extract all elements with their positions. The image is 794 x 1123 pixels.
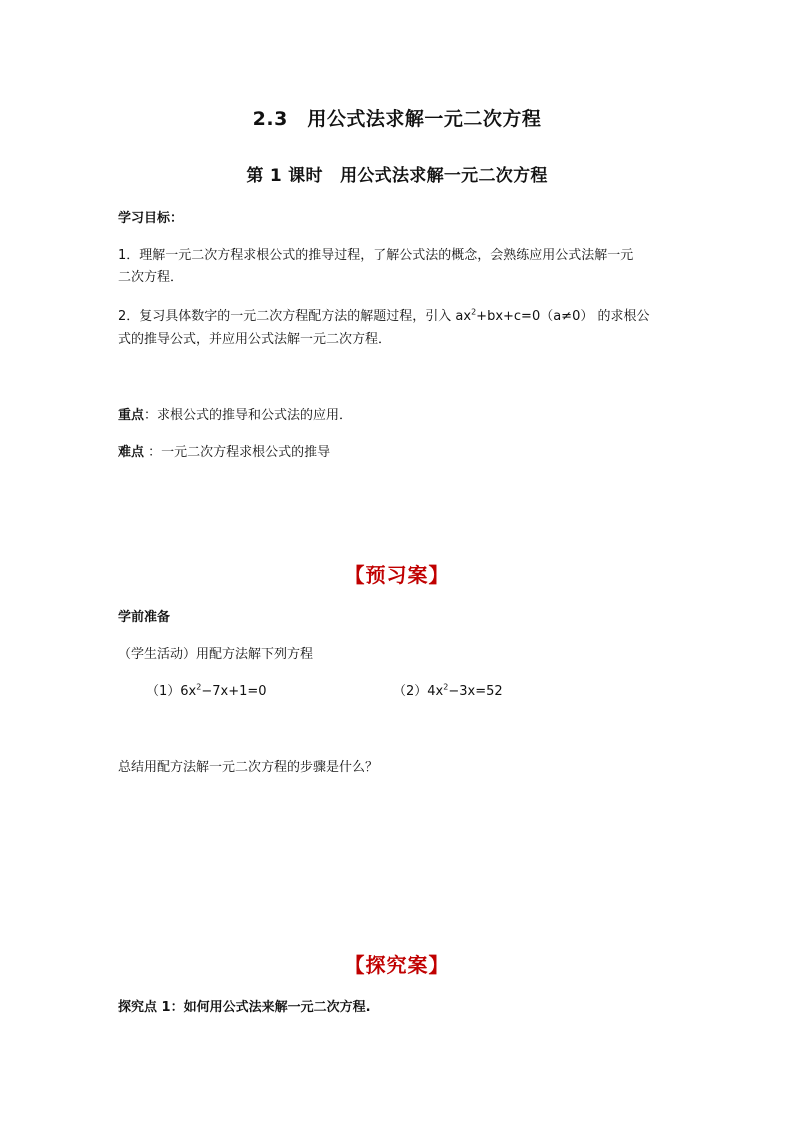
- equation-2-pre: （2）4x: [393, 684, 444, 699]
- equation-1-exponent: 2: [196, 682, 202, 692]
- equation-1-pre: （1）6x: [146, 684, 197, 699]
- preview-section-header: 【预习案】: [344, 563, 450, 587]
- equation-2-exponent: 2: [443, 682, 449, 692]
- equation-1: [146, 681, 267, 703]
- objective-2-exponent: 2: [471, 307, 477, 317]
- lesson-subtitle: 第 1 课时 用公式法求解一元二次方程: [246, 166, 548, 186]
- summary-question: 总结用配方法解一元二次方程的步骤是什么？: [118, 760, 379, 775]
- activity-text: （学生活动）用配方法解下列方程: [118, 647, 314, 662]
- key-point-text: ：求根公式的推导和公式法的应用．: [144, 408, 353, 423]
- equation-2-post: −3x=52: [448, 684, 503, 699]
- explore-section-header: 【探究案】: [344, 953, 450, 977]
- objective-2-line-1: [118, 306, 649, 328]
- objective-2-pre: 2．复习具体数字的一元二次方程配方法的解题过程，引入 ax: [118, 309, 472, 324]
- key-point: [118, 405, 352, 427]
- difficulty-label: 难点: [118, 445, 145, 460]
- objectives-heading: 学习目标：: [118, 211, 184, 226]
- difficulty-text: ：一元二次方程求根公式的推导: [144, 445, 331, 460]
- objective-1-line-2: 二次方程．: [118, 270, 184, 285]
- objective-1-line-1: 1．理解一元二次方程求根公式的推导过程，了解公式法的概念，会熟练应用公式法解一元: [118, 248, 634, 263]
- equation-2: [393, 681, 503, 703]
- objective-2-post: +bx+c=0（a≠0） 的求根公: [476, 309, 650, 324]
- difficulty: [118, 442, 330, 464]
- key-point-label: 重点: [118, 408, 145, 423]
- equation-1-post: −7x+1=0: [201, 684, 267, 699]
- page-title: 2.3 用公式法求解一元二次方程: [252, 108, 542, 130]
- explore-point-1: 探究点 1：如何用公式法来解一元二次方程.: [118, 1000, 371, 1015]
- objective-2-line-2: 式的推导公式，并应用公式法解一元二次方程．: [118, 332, 392, 347]
- prep-heading: 学前准备: [118, 610, 171, 625]
